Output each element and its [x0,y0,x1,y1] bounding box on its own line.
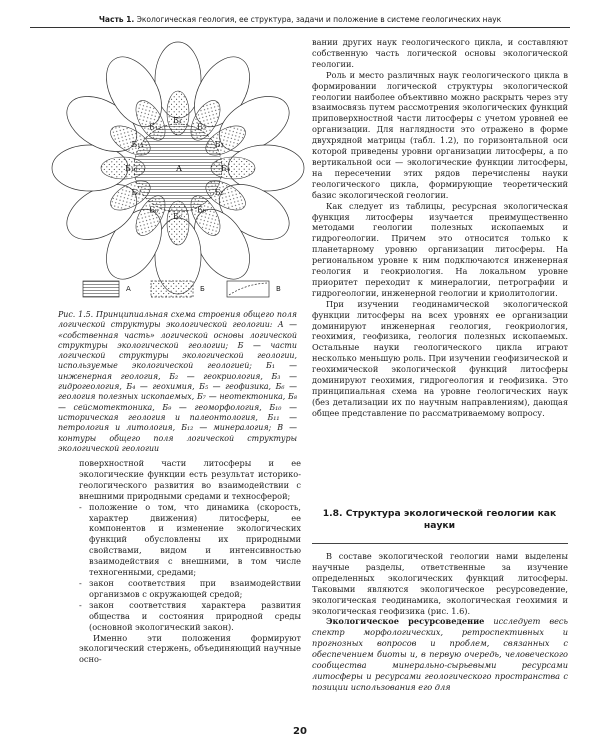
right-column-lower [312,551,568,693]
petal-label: Б₄ [221,164,231,173]
right-column [312,37,568,419]
term-bold: Экологическое ресурсоведение [326,616,485,627]
flower-diagram [48,38,308,303]
list-item: - закон соответствия характера развития общества и состояния природной среды (основной экологический закон). [79,600,301,633]
petal-label: Б₇ [173,212,183,221]
petal-label: Б₅ [214,188,224,197]
petal-label: Б₆ [197,205,207,215]
right-paragraph-1: вании других наук геологического цикла, и составляют собственную часть логической основы экологической геологии. [312,37,568,69]
legend-c-label: В [276,285,281,293]
right-paragraph-4: При изучении геодинамической экологической функции литосферы на всех уровнях ее организации доминируют инженерная геология, геокриология, геохимия, геофизика, геология полезных ископаемых. Остальные науки геологического цикла играют несколько меньшую роль. При изучении геофизической и геохимической экологической функций литосферы доминируют геохимия, гидрогеология и геофизика. Это принципиальная схема на уровне геологических наук (без детализации их по научным направлениям), дающая общее представление по рассматриваемому вопросу. [312,298,568,418]
petal-label: Б₁ [173,116,183,125]
legend-c-box [226,280,272,300]
running-head [30,15,570,24]
petal-label: Б₁₂ [149,122,162,132]
legend-a-box [82,280,122,300]
petal-label: Б₃ [214,140,224,149]
petal-label: Б₁₁ [131,140,144,149]
legend-b-label: Б [200,285,205,293]
principles-list [33,502,301,633]
right-paragraph-6 [312,616,568,692]
term-definition: исследует весь спектр морфологических, ретроспективных и прогнозных вопросов и проблем, связанных с обеспечением биоты и, в первую очередь, человеческого сообщества минерально-сырьевыми ресурсами литосферы и ресурсами геологического пространства с позиции использования его для [312,616,568,692]
list-item: - положение о том, что динамика (скорость, характер движения) литосферы, ее компонентов и изменение экологических функций обусловлены их природными свойствами, видом и интенсивностью взаимодействия с внешними, в том числе техногенными, средами; [79,502,301,578]
center-label: А [176,164,183,173]
list-item: - закон соответствия при взаимодействии организмов с окружающей средой; [79,578,301,600]
petal-label: Б₂ [197,122,207,132]
left-intro-paragraph: поверхностной части литосферы и ее экологические функции есть результат историко-геологического развития во взаимодействии с внешними природными средами и техносферой; [79,458,301,501]
part-label: Часть 1. [98,15,135,24]
chapter-title: Экологическая геология, ее структура, задачи и положение в системе геологических наук [136,15,502,24]
legend-a-label: А [126,285,131,293]
figure-caption: Рис. 1.5. Принципиальная схема строения общего поля логической структуры экологической геологии: А — «собственная часть» логической основы логической структуры экологической геологии; Б — части логической структуры экологической геологии, используемые экологической геологией; Б₁ — инженерная геология, Б₂ — геокриология, Б₃ — гидрогеология, Б₄ — геохимия, Б₅ — геофизика, Б₆ — геология полезных ископаемых, Б₇ — неотектоника, Б₈ — сейсмотектоника, Б₉ — геоморфология, Б₁₀ — историческая геология и палеонтология, Б₁₁ — петрология и литология, Б₁₂ — минералогия; В — контуры общего поля логической структуры экологической геологии [58,310,297,453]
page-number: 20 [293,726,307,737]
header-rule [30,27,570,28]
right-paragraph-5: В составе экологической геологии нами выделены научные разделы, ответственные за изучение определенных экологических функций литосферы. Таковыми являются экологическое ресурсоведение, экологическая геодинамика, экологическая геохимия и экологическая геофизика (рис. 1.6). [312,551,568,616]
section-heading: 1.8. Структура экологической геологии как науки [322,508,557,531]
left-closing-paragraph: Именно эти положения формируют экологический стержень, объединяющий научные осно- [79,632,301,665]
petal-label: Б₈ [149,205,159,215]
left-column [33,458,301,665]
right-paragraph-2: Роль и место различных наук геологического цикла в формировании логической структуры экологической геологии наиболее объективно можно раскрыть через эту взаимосвязь путем рассмотрения экологических функций приповерхностной части литосферы с учетом уровней ее организации. Для наглядности это отражено в форме двухрядной матрицы (табл. 1.2), по горизонтальной оси которой приведены уровни организации литосферы, а по вертикальной оси — экологические функции литосферы, на пересечении этих рядов перечислены науки геологического цикла, формирующие теоретический базис экологической геологии. [312,69,568,200]
petal-label: Б₁₀ [125,164,138,173]
legend-b-box [150,280,196,300]
right-paragraph-3: Как следует из таблицы, ресурсная экологическая функция литосферы изучается преимущественно методами геологии полезных ископаемых и гидрогеологии. Причем это относится только к планетарному уровню организации литосферы. На региональном уровне к ним подключаются инженерная геология и геокриология. На локальном уровне приоритет переходит к минералогии, петрографии и гидрогеологии, инженерной геологии и криолитологии. [312,200,568,298]
petal-label: Б₉ [131,188,141,197]
section-rule [312,543,568,544]
